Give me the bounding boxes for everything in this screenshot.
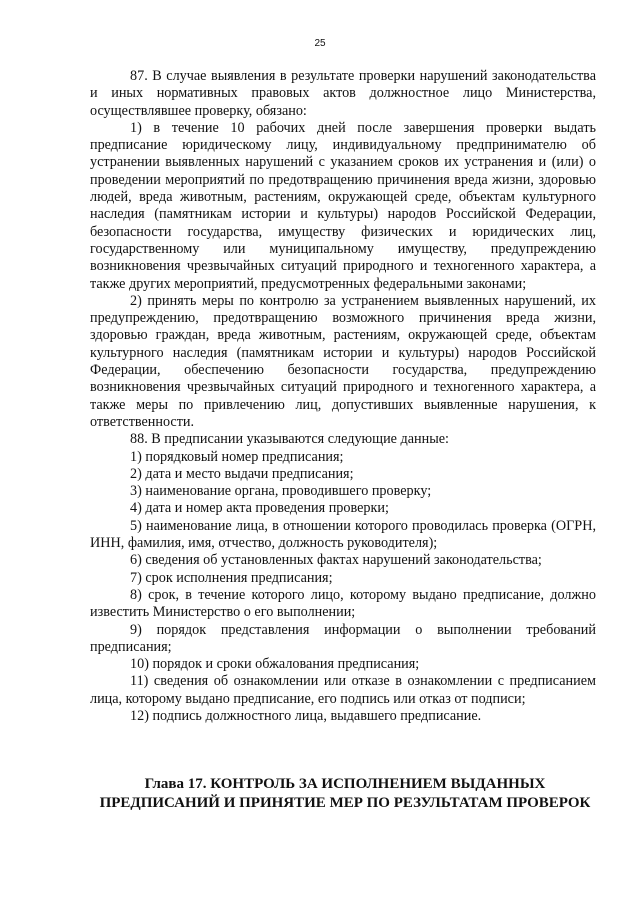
paragraph-88: 88. В предписании указываются следующие данные: — [130, 431, 449, 448]
page-number: 25 — [314, 38, 326, 49]
paragraph-87-item-1: 1) в течение 10 рабочих дней после завершения проверки выдать предписание юридическому лицу, индивидуальному предпринимателю об устранении выявленных нарушений с указанием сроков их устранения и (или) о проведении мероприятий по предотвращению причинения вреда жизни, здоровью людей, вреда животным, растениям, окружающей среде, объектам культурного наследия (памятникам истории и культуры) народов Российской Федерации, безопасности государства, имуществу физических и юридических лиц, государственному или муниципальному имуществу, предупреждению возникновения чрезвычайных ситуаций природного и техногенного характера, а также других мероприятий, предусмотренных федеральными законами; — [90, 119, 596, 292]
paragraph-88-item-5: 5) наименование лица, в отношении которого проводилась проверка (ОГРН, ИНН, фамилия, имя, отчество, должность руководителя); — [90, 517, 596, 552]
document-body — [90, 68, 596, 725]
paragraph-87: 87. В случае выявления в результате проверки нарушений законодательства и иных нормативных правовых актов должностное лицо Министерства, осуществлявшее проверку, обязано: — [90, 68, 596, 119]
paragraph-88-item-3: 3) наименование органа, проводившего проверку; — [130, 483, 432, 500]
paragraph-88-item-9: 9) порядок представления информации о выполнении требований предписания; — [90, 621, 596, 655]
paragraph-88-item-6: 6) сведения об установленных фактах нарушений законодательства; — [130, 552, 542, 569]
paragraph-88-item-11: 11) сведения об ознакомлении или отказе в ознакомлении с предписанием лица, которому выдано предписание, его подпись или отказ от подписи; — [90, 673, 596, 707]
chapter-heading-line-2: ПРЕДПИСАНИЙ И ПРИНЯТИЕ МЕР ПО РЕЗУЛЬТАТАМ ПРОВЕРОК — [99, 795, 591, 811]
paragraph-88-item-12: 12) подпись должностного лица, выдавшего предписание. — [130, 707, 482, 724]
paragraph-88-item-10: 10) порядок и сроки обжалования предписания; — [130, 656, 420, 673]
paragraph-88-item-7: 7) срок исполнения предписания; — [130, 569, 333, 586]
paragraph-88-item-4: 4) дата и номер акта проведения проверки; — [130, 500, 389, 517]
paragraph-87-item-2: 2) принять меры по контролю за устранением выявленных нарушений, их предупреждению, предотвращению возможного причинения вреда жизни, здоровью граждан, вреда животным, растениям, окружающей среде, объектам культурного наследия (памятникам истории и культуры) народов Российской Федерации, обеспечению безопасности государства, предупреждению возникновения чрезвычайных ситуаций природного и техногенного характера, а также меры по привлечению лиц, допустивших выявленные нарушения, к ответственности. — [90, 292, 596, 430]
chapter-heading-line-1: Глава 17. КОНТРОЛЬ ЗА ИСПОЛНЕНИЕМ ВЫДАННЫХ — [144, 776, 546, 792]
chapter-heading — [80, 775, 610, 813]
paragraph-88-item-2: 2) дата и место выдачи предписания; — [130, 465, 354, 482]
paragraph-88-item-8: 8) срок, в течение которого лицо, которому выдано предписание, должно известить Министерство о его выполнении; — [90, 586, 596, 621]
paragraph-88-item-1: 1) порядковый номер предписания; — [130, 448, 344, 465]
